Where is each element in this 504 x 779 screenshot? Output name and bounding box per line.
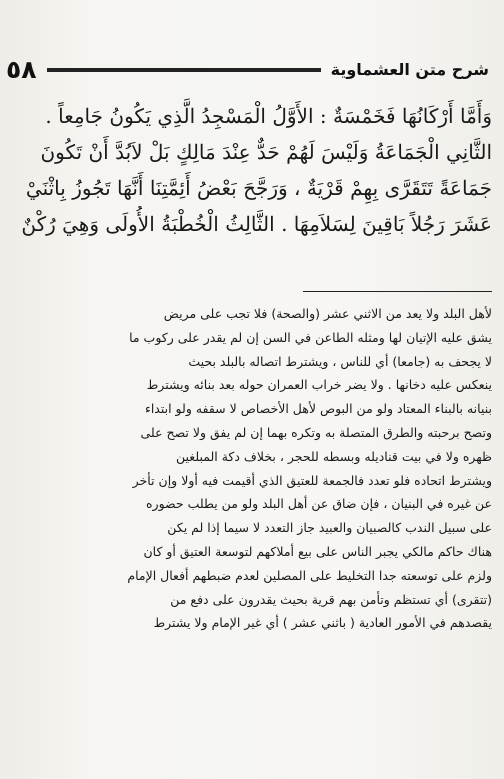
footnote-line: على سبيل الندب كالصبيان والعبيد جاز التعدد لا سيما إذا لم يكن xyxy=(167,520,492,536)
main-text-line: عَشَرَ رَجُلاً بَاقِينَ لِسَلاَمِهَا . الثَّالِثُ الْخُطْبَةُ الأُولَى وَهِيَ رُكْنٌ xyxy=(21,212,492,236)
footnote-line: ولزم على توسعته جدا التخليط على المصلين لعدم ضبطهم أفعال الإمام xyxy=(127,567,492,583)
main-text-line: الثَّانِي الْجَمَاعَةُ وَلَيْسَ لَهُمْ حَدٌّ عِنْدَ مَالِكٍ بَلْ لاَبُدَّ أَنْ تَكُونَ xyxy=(40,140,492,164)
footnote-line: لأهل البلد ولا يعد من الاثني عشر (والصحة) فلا تجب على مريض xyxy=(163,306,492,321)
footnote-line: يشق عليه الإتيان لها ومثله الطاعن في السن إن لم يقدر على ركوب ما xyxy=(129,329,492,345)
header-rule xyxy=(47,68,321,72)
main-text-line: جَمَاعَةً تَتَقَرَّى بِهِمْ قَرْيَةٌ ، وَرَجَّحَ بَعْضُ أَئِمَّتِنَا أَنَّهَا تَجُوزُ بِاثْنَيْ xyxy=(25,176,492,200)
footnote-line: بنيانه بالبناء المعتاد ولو من البوص لأهل الأخصاص لا سقفه ولو ابتداء xyxy=(144,401,492,417)
footnote-line: لا يجحف به (جامعا) أي للناس ، ويشترط اتصاله بالبلد بحيث xyxy=(188,353,492,369)
footnote-line: هناك حاكم مالكي يجبر الناس على بيع أملاكهم لتوسعة العتيق أو كان xyxy=(143,543,492,559)
running-title: شرح متن العشماوية xyxy=(330,59,489,79)
footnote-separator xyxy=(303,291,492,292)
footnote-line: عن غيره في البنيان ، فإن ضاق عن أهل البلد ولو من يطلب حضوره xyxy=(145,496,492,512)
page-number: ٥٨ xyxy=(6,54,37,84)
footnote-line: ينعكس عليه دخانها . ولا يضر خراب العمران حوله بعد بنائه ويشترط xyxy=(146,377,492,393)
footnote-line: وتصح برحبته والطرق المتصلة به وتكره بهما إن لم يفق ولا تصح على xyxy=(140,424,492,440)
footnote xyxy=(0,302,492,635)
footnote-line: ظهره ولا في بيت قناديله وبسطه للحجر ، بخلاف دكة المبلغين xyxy=(176,448,492,464)
footnote-line: (تتقرى) أي تستظم وتأمن بهم قرية بحيث يقدرون على دفع من xyxy=(170,591,492,607)
main-text-line: وَأَمَّا أَرْكَانُهَا فَخَمْسَةٌ : الأَوَّلُ الْمَسْجِدُ الَّذِي يَكُونُ جَامِعاً . xyxy=(45,104,492,128)
footnote-line: ويشترط اتحاده فلو تعدد فالجمعة للعتيق الذي أقيمت فيه أولا وإن تأخر xyxy=(132,472,492,488)
page-header xyxy=(6,52,489,86)
footnote-line: يقصدهم في الأمور العادية ( باثني عشر ) أي غير الإمام ولا يشترط xyxy=(153,615,492,631)
main-text xyxy=(0,98,492,242)
